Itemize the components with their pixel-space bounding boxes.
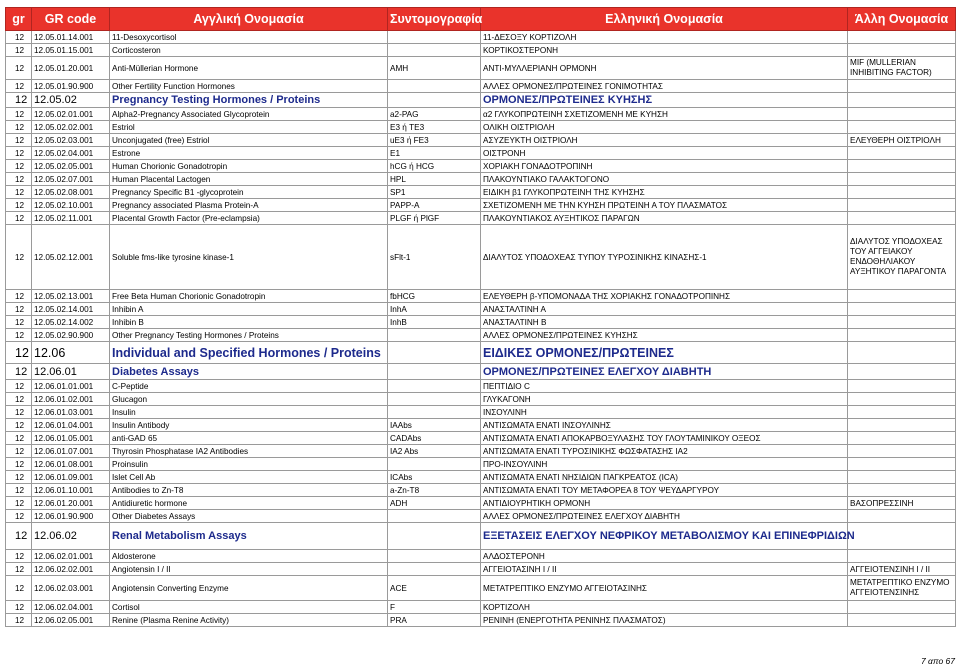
table-row[interactable]	[6, 199, 956, 212]
cell-english-name[interactable]: C-Peptide	[110, 380, 388, 393]
cell-other-name[interactable]: ΔΙΑΛΥΤΟΣ ΥΠΟΔΟΧΕΑΣ ΤΟΥ ΑΓΓΕΙΑΚΟΥ ΕΝΔΟΘΗΛΙΑΚΟΥ ΑΥΞΗΤΙΚΟΥ ΠΑΡΑΓΟΝΤΑ	[848, 225, 956, 290]
cell-abbreviation[interactable]: CADAbs	[388, 432, 481, 445]
cell-english-name[interactable]: Angiotensin I / II	[110, 563, 388, 576]
cell-greek-name[interactable]: ΑΝΑΣΤΑΛΤΙΝΗ Α	[481, 303, 848, 316]
cell-english-name[interactable]: Placental Growth Factor (Pre-eclampsia)	[110, 212, 388, 225]
cell-abbreviation[interactable]: ADH	[388, 497, 481, 510]
cell-greek-name[interactable]: ΟΡΜΟΝΕΣ/ΠΡΩΤΕΙΝΕΣ ΚΥΗΣΗΣ	[481, 93, 848, 108]
table-row[interactable]	[6, 432, 956, 445]
cell-other-name[interactable]	[848, 147, 956, 160]
cell-code[interactable]: 12.05.02.01.001	[32, 108, 110, 121]
cell-other-name[interactable]	[848, 614, 956, 627]
table-row[interactable]	[6, 186, 956, 199]
cell-code[interactable]: 12.06.01.20.001	[32, 497, 110, 510]
header-greek-name[interactable]: Ελληνική Ονομασία	[481, 8, 848, 31]
cell-code[interactable]: 12.06.01.03.001	[32, 406, 110, 419]
cell-english-name[interactable]: Pregnancy Testing Hormones / Proteins	[110, 93, 388, 108]
header-gr-code[interactable]: GR code	[32, 8, 110, 31]
cell-abbreviation[interactable]: InhB	[388, 316, 481, 329]
cell-code[interactable]: 12.06.02.03.001	[32, 576, 110, 601]
cell-english-name[interactable]: Anti-Müllerian Hormone	[110, 57, 388, 80]
hormone-code-table	[5, 7, 956, 627]
cell-english-name[interactable]: Inhibin B	[110, 316, 388, 329]
cell-english-name[interactable]: Unconjugated (free) Estriol	[110, 134, 388, 147]
cell-english-name[interactable]: Antidiuretic hormone	[110, 497, 388, 510]
cell-other-name[interactable]	[848, 80, 956, 93]
cell-other-name[interactable]	[848, 550, 956, 563]
cell-english-name[interactable]: Glucagon	[110, 393, 388, 406]
cell-greek-name[interactable]: ΙΝΣΟΥΛΙΝΗ	[481, 406, 848, 419]
cell-english-name[interactable]: Other Diabetes Assays	[110, 510, 388, 523]
cell-gr[interactable]: 12	[6, 147, 32, 160]
table-row[interactable]	[6, 303, 956, 316]
header-abbreviation[interactable]: Συντομογραφία	[388, 8, 481, 31]
table-row[interactable]	[6, 471, 956, 484]
cell-abbreviation[interactable]	[388, 550, 481, 563]
cell-other-name[interactable]	[848, 601, 956, 614]
cell-gr[interactable]: 12	[6, 93, 32, 108]
cell-abbreviation[interactable]	[388, 31, 481, 44]
cell-english-name[interactable]: Estrone	[110, 147, 388, 160]
cell-gr[interactable]: 12	[6, 576, 32, 601]
cell-code[interactable]: 12.06.01.08.001	[32, 458, 110, 471]
cell-abbreviation[interactable]: uE3 ή FE3	[388, 134, 481, 147]
cell-code[interactable]: 12.05.01.90.900	[32, 80, 110, 93]
cell-abbreviation[interactable]: SP1	[388, 186, 481, 199]
cell-code[interactable]: 12.05.02.10.001	[32, 199, 110, 212]
cell-english-name[interactable]: Free Beta Human Chorionic Gonadotropin	[110, 290, 388, 303]
table-row[interactable]	[6, 601, 956, 614]
cell-code[interactable]: 12.06.01.10.001	[32, 484, 110, 497]
cell-gr[interactable]: 12	[6, 57, 32, 80]
cell-greek-name[interactable]: ΟΛΙΚΗ ΟΙΣΤΡΙΟΛΗ	[481, 121, 848, 134]
cell-other-name[interactable]	[848, 523, 956, 550]
cell-english-name[interactable]: Aldosterone	[110, 550, 388, 563]
cell-greek-name[interactable]: ΚΟΡΤΙΚΟΣΤΕΡΟΝΗ	[481, 44, 848, 57]
table-row[interactable]	[6, 419, 956, 432]
table-row[interactable]	[6, 212, 956, 225]
cell-gr[interactable]: 12	[6, 484, 32, 497]
table-row[interactable]	[6, 445, 956, 458]
cell-english-name[interactable]: 11-Desoxycortisol	[110, 31, 388, 44]
cell-abbreviation[interactable]	[388, 342, 481, 364]
cell-abbreviation[interactable]: IAAbs	[388, 419, 481, 432]
cell-greek-name[interactable]: 11-ΔΕΣΟΞΥ ΚΟΡΤΙΖΟΛΗ	[481, 31, 848, 44]
cell-abbreviation[interactable]: E3 ή TE3	[388, 121, 481, 134]
cell-code[interactable]: 12.05.01.14.001	[32, 31, 110, 44]
cell-abbreviation[interactable]	[388, 393, 481, 406]
cell-greek-name[interactable]: ΑΝΤΙ-ΜΥΛΛΕΡΙΑΝΗ ΟΡΜΟΝΗ	[481, 57, 848, 80]
cell-code[interactable]: 12.06.02.05.001	[32, 614, 110, 627]
cell-other-name[interactable]	[848, 471, 956, 484]
cell-english-name[interactable]: Soluble fms-like tyrosine kinase-1	[110, 225, 388, 290]
cell-other-name[interactable]	[848, 44, 956, 57]
cell-other-name[interactable]: ΒΑΣΟΠΡΕΣΣΙΝΗ	[848, 497, 956, 510]
table-row[interactable]	[6, 80, 956, 93]
cell-abbreviation[interactable]	[388, 523, 481, 550]
cell-abbreviation[interactable]	[388, 93, 481, 108]
cell-greek-name[interactable]: ΑΝΤΙΣΩΜΑΤΑ ΕΝΑΤΙ ΝΗΣΙΔΙΩΝ ΠΑΓΚΡΕΑΤΟΣ (ICA)	[481, 471, 848, 484]
cell-greek-name[interactable]: ΓΛΥΚΑΓΟΝΗ	[481, 393, 848, 406]
cell-other-name[interactable]	[848, 393, 956, 406]
cell-code[interactable]: 12.05.02.90.900	[32, 329, 110, 342]
cell-gr[interactable]: 12	[6, 225, 32, 290]
cell-english-name[interactable]: Other Fertility Function Hormones	[110, 80, 388, 93]
cell-code[interactable]: 12.06.01.90.900	[32, 510, 110, 523]
table-row[interactable]	[6, 160, 956, 173]
cell-code[interactable]: 12.05.02.05.001	[32, 160, 110, 173]
cell-code[interactable]: 12.06.01.02.001	[32, 393, 110, 406]
cell-greek-name[interactable]: ΔΙΑΛΥΤΟΣ ΥΠΟΔΟΧΕΑΣ ΤΥΠΟΥ ΤΥΡΟΣΙΝΙΚΗΣ ΚΙΝΑΣΗΣ-1	[481, 225, 848, 290]
cell-other-name[interactable]	[848, 445, 956, 458]
cell-abbreviation[interactable]	[388, 458, 481, 471]
cell-code[interactable]: 12.06.01.04.001	[32, 419, 110, 432]
cell-gr[interactable]: 12	[6, 380, 32, 393]
cell-code[interactable]: 12.05.02.04.001	[32, 147, 110, 160]
cell-greek-name[interactable]: ΑΝΤΙΣΩΜΑΤΑ ΕΝΑΤΙ ΙΝΣΟΥΛΙΝΗΣ	[481, 419, 848, 432]
cell-code[interactable]: 12.06.01.07.001	[32, 445, 110, 458]
cell-english-name[interactable]: Proinsulin	[110, 458, 388, 471]
cell-greek-name[interactable]: ΑΛΛΕΣ ΟΡΜΟΝΕΣ/ΠΡΩΤΕΙΝΕΣ ΓΟΝΙΜΟΤΗΤΑΣ	[481, 80, 848, 93]
cell-code[interactable]: 12.06.02.01.001	[32, 550, 110, 563]
cell-code[interactable]: 12.05.02.13.001	[32, 290, 110, 303]
table-row[interactable]	[6, 393, 956, 406]
cell-abbreviation[interactable]	[388, 364, 481, 380]
table-row[interactable]	[6, 510, 956, 523]
table-row[interactable]	[6, 173, 956, 186]
cell-gr[interactable]: 12	[6, 212, 32, 225]
cell-english-name[interactable]: Cortisol	[110, 601, 388, 614]
cell-code[interactable]: 12.06.01.09.001	[32, 471, 110, 484]
cell-english-name[interactable]: Antibodies to Zn-T8	[110, 484, 388, 497]
cell-gr[interactable]: 12	[6, 290, 32, 303]
cell-english-name[interactable]: Thyrosin Phosphatase IA2 Antibodies	[110, 445, 388, 458]
table-row[interactable]	[6, 497, 956, 510]
cell-greek-name[interactable]: ΑΝΑΣΤΑΛΤΙΝΗ Β	[481, 316, 848, 329]
cell-english-name[interactable]: Individual and Specified Hormones / Proteins	[110, 342, 388, 364]
table-row[interactable]	[6, 406, 956, 419]
table-row[interactable]	[6, 57, 956, 80]
table-row[interactable]	[6, 108, 956, 121]
cell-english-name[interactable]: Pregnancy associated Plasma Protein-A	[110, 199, 388, 212]
cell-greek-name[interactable]: ΜΕΤΑΤΡΕΠΤΙΚΟ ΕΝΖΥΜΟ ΑΓΓΕΙΟΤΑΣΙΝΗΣ	[481, 576, 848, 601]
cell-code[interactable]: 12.05.02.14.001	[32, 303, 110, 316]
cell-gr[interactable]: 12	[6, 497, 32, 510]
cell-other-name[interactable]	[848, 432, 956, 445]
table-row[interactable]	[6, 121, 956, 134]
cell-greek-name[interactable]: ΑΛΛΕΣ ΟΡΜΟΝΕΣ/ΠΡΩΤΕΙΝΕΣ ΚΥΗΣΗΣ	[481, 329, 848, 342]
cell-gr[interactable]: 12	[6, 471, 32, 484]
table-row[interactable]	[6, 614, 956, 627]
cell-gr[interactable]: 12	[6, 173, 32, 186]
cell-code[interactable]: 12.05.02.08.001	[32, 186, 110, 199]
cell-greek-name[interactable]: ΟΙΣΤΡΟΝΗ	[481, 147, 848, 160]
cell-abbreviation[interactable]	[388, 510, 481, 523]
cell-gr[interactable]: 12	[6, 31, 32, 44]
cell-other-name[interactable]	[848, 329, 956, 342]
cell-abbreviation[interactable]: sFlt-1	[388, 225, 481, 290]
cell-other-name[interactable]	[848, 31, 956, 44]
table-row[interactable]	[6, 31, 956, 44]
cell-greek-name[interactable]: ΟΡΜΟΝΕΣ/ΠΡΩΤΕΙΝΕΣ ΕΛΕΓΧΟΥ ΔΙΑΒΗΤΗ	[481, 364, 848, 380]
cell-abbreviation[interactable]: PRA	[388, 614, 481, 627]
cell-other-name[interactable]	[848, 160, 956, 173]
cell-greek-name[interactable]: ΑΝΤΙΣΩΜΑΤΑ ΕΝΑΤΙ ΑΠΟΚΑΡΒΟΞΥΛΑΣΗΣ ΤΟΥ ΓΛΟΥΤΑΜΙΝΙΚΟΥ ΟΞΕΟΣ	[481, 432, 848, 445]
cell-greek-name[interactable]: ΑΝΤΙΣΩΜΑΤΑ ΕΝΑΤΙ ΤΥΡΟΣΙΝΙΚΗΣ ΦΩΣΦΑΤΑΣΗΣ ΙΑ2	[481, 445, 848, 458]
cell-greek-name[interactable]: ΑΛΔΟΣΤΕΡΟΝΗ	[481, 550, 848, 563]
cell-abbreviation[interactable]: PLGF ή PlGF	[388, 212, 481, 225]
cell-greek-name[interactable]: ΕΙΔΙΚΗ β1 ΓΛΥΚΟΠΡΩΤΕΙΝΗ ΤΗΣ ΚΥΗΣΗΣ	[481, 186, 848, 199]
section-row[interactable]	[6, 364, 956, 380]
cell-code[interactable]: 12.05.02.02.001	[32, 121, 110, 134]
header-other-name[interactable]: Άλλη Ονομασία	[848, 8, 956, 31]
cell-code[interactable]: 12.06.02	[32, 523, 110, 550]
table-row[interactable]	[6, 44, 956, 57]
cell-abbreviation[interactable]	[388, 329, 481, 342]
cell-english-name[interactable]: Angiotensin Converting Enzyme	[110, 576, 388, 601]
cell-other-name[interactable]	[848, 364, 956, 380]
cell-abbreviation[interactable]: a-Zn-T8	[388, 484, 481, 497]
cell-abbreviation[interactable]: ACE	[388, 576, 481, 601]
section-row[interactable]	[6, 342, 956, 364]
cell-other-name[interactable]	[848, 380, 956, 393]
cell-gr[interactable]: 12	[6, 601, 32, 614]
cell-gr[interactable]: 12	[6, 445, 32, 458]
cell-abbreviation[interactable]: PAPP-A	[388, 199, 481, 212]
cell-code[interactable]: 12.05.02.14.002	[32, 316, 110, 329]
cell-gr[interactable]: 12	[6, 160, 32, 173]
cell-code[interactable]: 12.06.02.02.001	[32, 563, 110, 576]
cell-gr[interactable]: 12	[6, 550, 32, 563]
cell-other-name[interactable]	[848, 303, 956, 316]
cell-abbreviation[interactable]	[388, 406, 481, 419]
cell-other-name[interactable]: ΑΓΓΕΙΟΤΕΝΣΙΝΗ I / II	[848, 563, 956, 576]
section-row[interactable]	[6, 523, 956, 550]
cell-greek-name[interactable]: ΑΣΥΖΕΥΚΤΗ ΟΙΣΤΡΙΟΛΗ	[481, 134, 848, 147]
cell-gr[interactable]: 12	[6, 523, 32, 550]
cell-abbreviation[interactable]: hCG ή HCG	[388, 160, 481, 173]
cell-code[interactable]: 12.05.02.11.001	[32, 212, 110, 225]
cell-other-name[interactable]	[848, 186, 956, 199]
cell-other-name[interactable]	[848, 316, 956, 329]
cell-gr[interactable]: 12	[6, 199, 32, 212]
cell-gr[interactable]: 12	[6, 303, 32, 316]
cell-english-name[interactable]: Other Pregnancy Testing Hormones / Proteins	[110, 329, 388, 342]
cell-gr[interactable]: 12	[6, 419, 32, 432]
cell-gr[interactable]: 12	[6, 432, 32, 445]
cell-english-name[interactable]: Islet Cell Ab	[110, 471, 388, 484]
cell-other-name[interactable]	[848, 406, 956, 419]
cell-greek-name[interactable]: ΑΝΤΙΣΩΜΑΤΑ ΕΝΑΤΙ ΤΟΥ ΜΕΤΑΦΟΡΕΑ 8 ΤΟΥ ΨΕΥΔΑΡΓΥΡΟΥ	[481, 484, 848, 497]
cell-abbreviation[interactable]	[388, 44, 481, 57]
cell-greek-name[interactable]: ΠΡΟ-ΙΝΣΟΥΛΙΝΗ	[481, 458, 848, 471]
table-row[interactable]	[6, 147, 956, 160]
table-row[interactable]	[6, 225, 956, 290]
table-row[interactable]	[6, 458, 956, 471]
cell-gr[interactable]: 12	[6, 393, 32, 406]
cell-other-name[interactable]: ΜΕΤΑΤΡΕΠΤΙΚΟ ΕΝΖΥΜΟ ΑΓΓΕΙΟΤΕΝΣΙΝΗΣ	[848, 576, 956, 601]
table-row[interactable]	[6, 576, 956, 601]
cell-other-name[interactable]	[848, 121, 956, 134]
table-row[interactable]	[6, 380, 956, 393]
cell-abbreviation[interactable]: E1	[388, 147, 481, 160]
table-row[interactable]	[6, 134, 956, 147]
cell-greek-name[interactable]: ΕΙΔΙΚΕΣ ΟΡΜΟΝΕΣ/ΠΡΩΤΕΙΝΕΣ	[481, 342, 848, 364]
table-row[interactable]	[6, 484, 956, 497]
cell-greek-name[interactable]: ΠΛΑΚΟΥΝΤΙΑΚΟΣ ΑΥΞΗΤΙΚΟΣ ΠΑΡΑΓΩΝ	[481, 212, 848, 225]
cell-gr[interactable]: 12	[6, 614, 32, 627]
cell-abbreviation[interactable]	[388, 380, 481, 393]
cell-abbreviation[interactable]: a2-PAG	[388, 108, 481, 121]
cell-gr[interactable]: 12	[6, 316, 32, 329]
cell-english-name[interactable]: Insulin	[110, 406, 388, 419]
cell-gr[interactable]: 12	[6, 458, 32, 471]
page-number: 7 απο 67	[920, 656, 955, 666]
cell-gr[interactable]: 12	[6, 563, 32, 576]
cell-code[interactable]: 12.06.01.05.001	[32, 432, 110, 445]
cell-english-name[interactable]: Estriol	[110, 121, 388, 134]
cell-english-name[interactable]: Corticosteron	[110, 44, 388, 57]
cell-other-name[interactable]	[848, 290, 956, 303]
section-row[interactable]	[6, 93, 956, 108]
cell-gr[interactable]: 12	[6, 406, 32, 419]
cell-english-name[interactable]: Diabetes Assays	[110, 364, 388, 380]
cell-other-name[interactable]	[848, 93, 956, 108]
cell-greek-name[interactable]: ΡΕΝΙΝΗ (ΕΝΕΡΓΟΤΗΤΑ ΡΕΝΙΝΗΣ ΠΛΑΣΜΑΤΟΣ)	[481, 614, 848, 627]
cell-abbreviation[interactable]: HPL	[388, 173, 481, 186]
cell-english-name[interactable]: Pregnancy Specific B1 -glycoprotein	[110, 186, 388, 199]
cell-other-name[interactable]: MIF (MULLERIAN INHIBITING FACTOR)	[848, 57, 956, 80]
cell-other-name[interactable]	[848, 342, 956, 364]
header-row	[6, 8, 956, 31]
cell-gr[interactable]: 12	[6, 329, 32, 342]
cell-other-name[interactable]	[848, 419, 956, 432]
cell-other-name[interactable]	[848, 484, 956, 497]
table-row[interactable]	[6, 563, 956, 576]
cell-abbreviation[interactable]: IA2 Abs	[388, 445, 481, 458]
header-gr[interactable]: gr	[6, 8, 32, 31]
cell-english-name[interactable]: Alpha2-Pregnancy Associated Glycoprotein	[110, 108, 388, 121]
spreadsheet	[5, 7, 955, 627]
cell-code[interactable]: 12.06.01	[32, 364, 110, 380]
cell-code[interactable]: 12.05.01.15.001	[32, 44, 110, 57]
cell-greek-name[interactable]: ΑΛΛΕΣ ΟΡΜΟΝΕΣ/ΠΡΩΤΕΙΝΕΣ ΕΛΕΓΧΟΥ ΔΙΑΒΗΤΗ	[481, 510, 848, 523]
cell-greek-name[interactable]: ΠΛΑΚΟΥΝΤΙΑΚΟ ΓΑΛΑΚΤΟΓΟΝΟ	[481, 173, 848, 186]
cell-greek-name[interactable]: ΕΞΕΤΑΣΕΙΣ ΕΛΕΓΧΟΥ ΝΕΦΡΙΚΟΥ ΜΕΤΑΒΟΛΙΣΜΟΥ ΚΑΙ ΕΠΙΝΕΦΡΙΔΙΩΝ	[481, 523, 848, 550]
table-row[interactable]	[6, 550, 956, 563]
cell-gr[interactable]: 12	[6, 80, 32, 93]
cell-other-name[interactable]	[848, 173, 956, 186]
cell-code[interactable]: 12.05.01.20.001	[32, 57, 110, 80]
cell-code[interactable]: 12.05.02	[32, 93, 110, 108]
cell-code[interactable]: 12.06.01.01.001	[32, 380, 110, 393]
cell-code[interactable]: 12.06.02.04.001	[32, 601, 110, 614]
cell-greek-name[interactable]: α2 ΓΛΥΚΟΠΡΩΤΕΙΝΗ ΣΧΕΤΙΖΟΜΕΝΗ ΜΕ ΚΥΗΣΗ	[481, 108, 848, 121]
cell-abbreviation[interactable]	[388, 563, 481, 576]
cell-english-name[interactable]: Human Chorionic Gonadotropin	[110, 160, 388, 173]
cell-code[interactable]: 12.06	[32, 342, 110, 364]
cell-code[interactable]: 12.05.02.07.001	[32, 173, 110, 186]
cell-greek-name[interactable]: ΕΛΕΥΘΕΡΗ β-ΥΠΟΜΟΝΑΔΑ ΤΗΣ ΧΟΡΙΑΚΗΣ ΓΟΝΑΔΟΤΡΟΠΙΝΗΣ	[481, 290, 848, 303]
cell-english-name[interactable]: Insulin Antibody	[110, 419, 388, 432]
cell-english-name[interactable]: Renine (Plasma Renine Activity)	[110, 614, 388, 627]
cell-greek-name[interactable]: ΚΟΡΤΙΖΟΛΗ	[481, 601, 848, 614]
cell-abbreviation[interactable]	[388, 80, 481, 93]
cell-other-name[interactable]	[848, 212, 956, 225]
cell-english-name[interactable]: Renal Metabolism Assays	[110, 523, 388, 550]
cell-other-name[interactable]	[848, 199, 956, 212]
cell-other-name[interactable]	[848, 510, 956, 523]
cell-abbreviation[interactable]: fbHCG	[388, 290, 481, 303]
cell-english-name[interactable]: anti-GAD 65	[110, 432, 388, 445]
cell-abbreviation[interactable]: ICAbs	[388, 471, 481, 484]
cell-code[interactable]: 12.05.02.12.001	[32, 225, 110, 290]
cell-greek-name[interactable]: ΠΕΠΤΙΔΙΟ C	[481, 380, 848, 393]
cell-abbreviation[interactable]: InhA	[388, 303, 481, 316]
cell-gr[interactable]: 12	[6, 510, 32, 523]
table-row[interactable]	[6, 329, 956, 342]
cell-gr[interactable]: 12	[6, 108, 32, 121]
cell-gr[interactable]: 12	[6, 44, 32, 57]
cell-code[interactable]: 12.05.02.03.001	[32, 134, 110, 147]
cell-gr[interactable]: 12	[6, 342, 32, 364]
cell-abbreviation[interactable]: F	[388, 601, 481, 614]
header-english-name[interactable]: Αγγλική Ονομασία	[110, 8, 388, 31]
cell-greek-name[interactable]: ΧΟΡΙΑΚΗ ΓΟΝΑΔΟΤΡΟΠΙΝΗ	[481, 160, 848, 173]
cell-other-name[interactable]	[848, 108, 956, 121]
cell-greek-name[interactable]: ΑΓΓΕΙΟΤΑΣΙΝΗ I / II	[481, 563, 848, 576]
cell-greek-name[interactable]: ΣΧΕΤΙΖΟΜΕΝΗ ΜΕ ΤΗΝ ΚΥΗΣΗ ΠΡΩΤΕΙΝΗ Α ΤΟΥ ΠΛΑΣΜΑΤΟΣ	[481, 199, 848, 212]
cell-gr[interactable]: 12	[6, 364, 32, 380]
cell-gr[interactable]: 12	[6, 134, 32, 147]
cell-other-name[interactable]	[848, 458, 956, 471]
table-row[interactable]	[6, 316, 956, 329]
cell-english-name[interactable]: Human Placental Lactogen	[110, 173, 388, 186]
table-body	[6, 31, 956, 627]
table-row[interactable]	[6, 290, 956, 303]
cell-gr[interactable]: 12	[6, 186, 32, 199]
cell-other-name[interactable]: ΕΛΕΥΘΕΡΗ ΟΙΣΤΡΙΟΛΗ	[848, 134, 956, 147]
cell-greek-name[interactable]: ΑΝΤΙΔΙΟΥΡΗΤΙΚΗ ΟΡΜΟΝΗ	[481, 497, 848, 510]
cell-gr[interactable]: 12	[6, 121, 32, 134]
cell-abbreviation[interactable]: AMH	[388, 57, 481, 80]
cell-english-name[interactable]: Inhibin A	[110, 303, 388, 316]
